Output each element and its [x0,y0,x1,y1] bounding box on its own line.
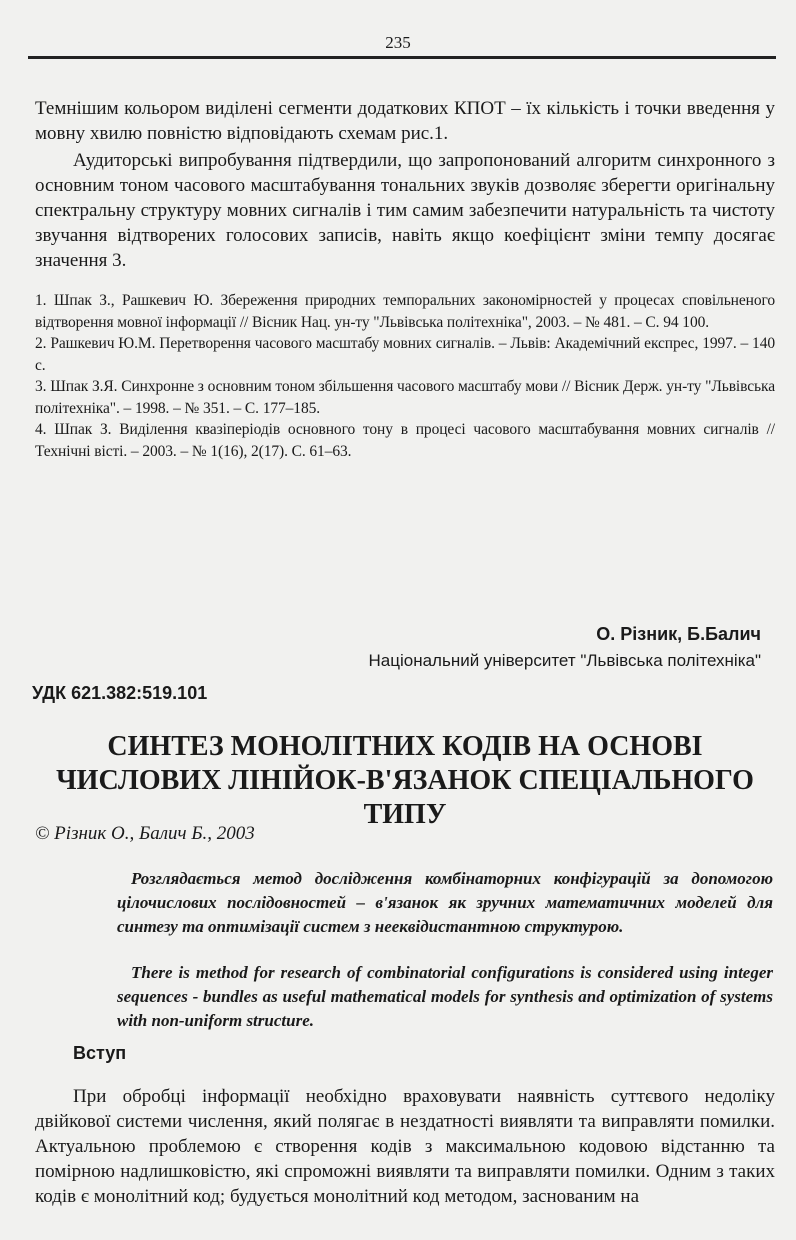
reference-list [35,290,775,462]
paragraph-text: Темнішим кольором виділені сегменти додаткових КПОТ – їх кількість і точки введення у мовну хвилю повністю відповідають схемам рис.1. [35,98,775,144]
paragraph-text: Аудиторські випробування підтвердили, що запропонований алгоритм синхронного з основним тоном часового масштабування тональних звуків дозволяє зберегти оригінальну спектральну структуру мовних сигналів і тим самим забезпечити натуральність та чистоту звучання відтворених голосових записів, навіть якщо коефіцієнт зміни темпу досягає значення 3. [35,150,775,271]
reference-item: 4. Шпак З. Виділення квазіперіодів основного тону в процесі часового масштабування мовних сигналів // Технічні вісті. – 2003. – № 1(16), 2(17). С. 61–63. [35,421,775,460]
section-heading: Вступ [73,1043,127,1063]
reference-item: 1. Шпак З., Рашкевич Ю. Збереження природних темпоральних закономірностей у процесах сповільненого відтворення мовної інформації // Вісник Нац. ун-ту "Львівська політехніка", 2003. – № 481. – С. 94 100. [35,292,775,331]
article-title: СИНТЕЗ МОНОЛІТНИХ КОДІВ НА ОСНОВІ ЧИСЛОВИХ ЛІНІЙОК-В'ЯЗАНОК СПЕЦІАЛЬНОГО ТИПУ [56,731,754,830]
udc-code: УДК 621.382:519.101 [32,683,208,703]
copyright-line: © Різник О., Балич Б., 2003 [35,823,255,844]
article-affiliation: Національний університет "Львівська політехніка" [368,651,761,670]
body-paragraph-2 [35,148,775,273]
header-rule [28,56,776,59]
abstract-ukrainian: Розглядається метод дослідження комбінаторних конфігурацій за допомогою цілочислових послідовностей – в'язанок як зручних математичних моделей для синтезу та оптимізації систем з нееквідистантною структурою. [117,869,773,936]
article-authors: О. Різник, Б.Балич [596,624,761,644]
intro-paragraph [35,1084,775,1209]
page-number: 235 [385,33,411,52]
reference-item: 3. Шпак З.Я. Синхронне з основним тоном збільшення часового масштабу мови // Вісник Держ. ун-ту "Львівська політехніка". – 1998. – № 351. – С. 177–185. [35,378,775,417]
abstract-english: There is method for research of combinatorial configurations is considered using integer sequences - bundles as useful mathematical models for synthesis and optimization of systems with non-uniform structure. [117,963,773,1030]
paragraph-text: При обробці інформації необхідно враховувати наявність суттєвого недоліку двійкової системи числення, який полягає в нездатності виявляти та виправляти помилки. Актуальною проблемою є створення кодів з максимальною кодовою відстанню та помірною надлишковістю, які спроможні виявляти та виправляти помилки. Одним з таких кодів є монолітний код; будується монолітний код методом, заснованим на [35,1086,775,1207]
reference-item: 2. Рашкевич Ю.М. Перетворення часового масштабу мовних сигналів. – Львів: Академічний експрес, 1997. – 140 с. [35,335,775,374]
body-paragraph-1 [35,96,775,146]
